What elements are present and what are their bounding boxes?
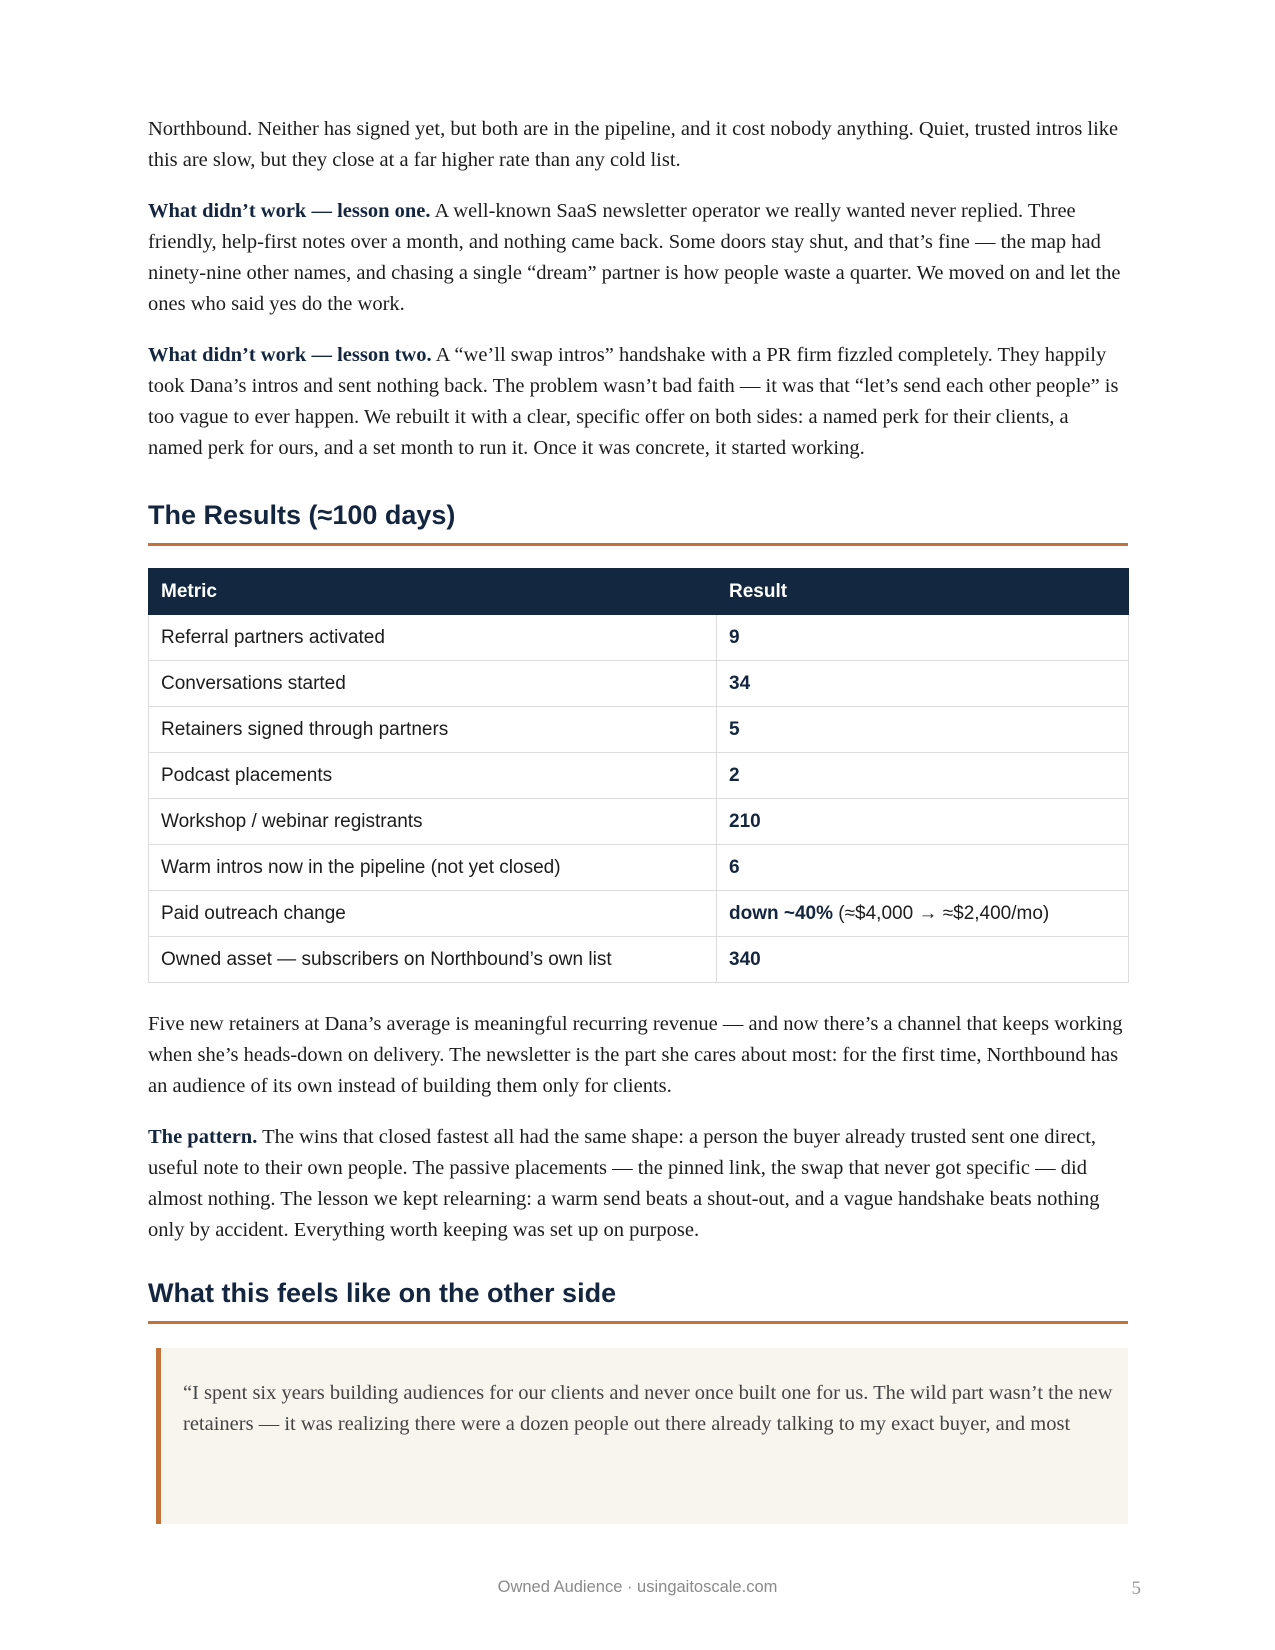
table-row [149,937,1129,983]
metric-cell: Warm intros now in the pipeline (not yet closed) [149,845,717,891]
metric-cell: Owned asset — subscribers on Northbound’s own list [149,937,717,983]
page-footer: Owned Audience · usingaitoscale.com [497,1578,778,1596]
metric-cell: Retainers signed through partners [149,707,717,753]
lesson-two-body: A “we’ll swap intros” handshake with a PR firm fizzled completely. They happily took Dana’s intros and sent nothing back. The problem wasn’t bad faith — it was that “let’s send each other people” is too vague to ever happen. We rebuilt it with a clear, specific offer on both sides: a named perk for their clients, a named perk for ours, and a set month to run it. Once it was concrete, it started working. [148,344,1119,459]
paragraph-lesson-one [148,196,1128,320]
results-table [148,568,1129,983]
result-value: 210 [729,810,761,832]
metric-cell: Podcast placements [149,753,717,799]
result-value: 9 [729,626,740,648]
result-value: 2 [729,764,740,786]
lesson-one-lead: What didn’t work — lesson one. [148,200,431,222]
metric-cell: Conversations started [149,661,717,707]
paragraph-lesson-two [148,340,1128,464]
result-cell [717,799,1129,845]
lesson-one-body: A well-known SaaS newsletter operator we really wanted never replied. Three friendly, help-first notes over a month, and nothing came back. Some doors stay shut, and that’s fine — the map had ninety-nine other names, and chasing a single “dream” partner is how people waste a quarter. We moved on and let the ones who said yes do the work. [148,200,1121,315]
result-cell [717,615,1129,661]
paragraph-pattern [148,1122,1128,1246]
result-value: 5 [729,718,740,740]
table-row [149,799,1129,845]
result-value: down ~40% [729,902,833,924]
table-row [149,707,1129,753]
result-cell [717,937,1129,983]
paragraph-intro-continuation: Northbound. Neither has signed yet, but both are in the pipeline, and it cost nobody anything. Quiet, trusted intros like this are slow, but they close at a far higher rate than any cold list. [148,118,1119,171]
column-header-metric: Metric [149,569,717,615]
result-cell [717,707,1129,753]
metric-cell: Paid outreach change [149,891,717,937]
table-row [149,891,1129,937]
table-row [149,753,1129,799]
paragraph-retainers-summary: Five new retainers at Dana’s average is meaningful recurring revenue — and now there’s a channel that keeps working when she’s heads-down on delivery. The newsletter is the part she cares about most: for the first time, Northbound has an audience of its own instead of building them only for clients. [148,1013,1123,1097]
lesson-two-lead: What didn’t work — lesson two. [148,344,432,366]
pattern-body: The wins that closed fastest all had the same shape: a person the buyer already trusted sent one direct, useful note to their own people. The passive placements — the pinned link, the swap that never got specific — did almost nothing. The lesson we kept relearning: a warm send beats a shout-out, and a vague handshake beats nothing only by accident. Everything worth keeping was set up on purpose. [148,1126,1100,1241]
result-cell [717,891,1129,937]
result-cell [717,753,1129,799]
testimonial-quote-text: “I spent six years building audiences for our clients and never once built one for us. The wild part wasn’t the new retainers — it was realizing there were a dozen people out there already talking to my exact buyer, and most [183,1382,1113,1435]
metric-cell: Workshop / webinar registrants [149,799,717,845]
metric-cell: Referral partners activated [149,615,717,661]
table-row [149,615,1129,661]
testimonial-quote-box [156,1348,1128,1524]
result-cell [717,661,1129,707]
page-content [148,114,1128,1524]
results-table-header-row [149,569,1129,615]
result-value: 340 [729,948,761,970]
result-value: 6 [729,856,740,878]
other-side-heading: What this feels like on the other side [148,1278,1128,1324]
result-cell [717,845,1129,891]
results-heading: The Results (≈100 days) [148,500,1128,546]
table-row [149,661,1129,707]
table-row [149,845,1129,891]
result-detail: (≈$4,000 → ≈$2,400/mo) [833,902,1050,924]
pattern-lead: The pattern. [148,1126,258,1148]
page-number: 5 [1131,1578,1141,1599]
column-header-result: Result [717,569,1129,615]
result-value: 34 [729,672,751,694]
